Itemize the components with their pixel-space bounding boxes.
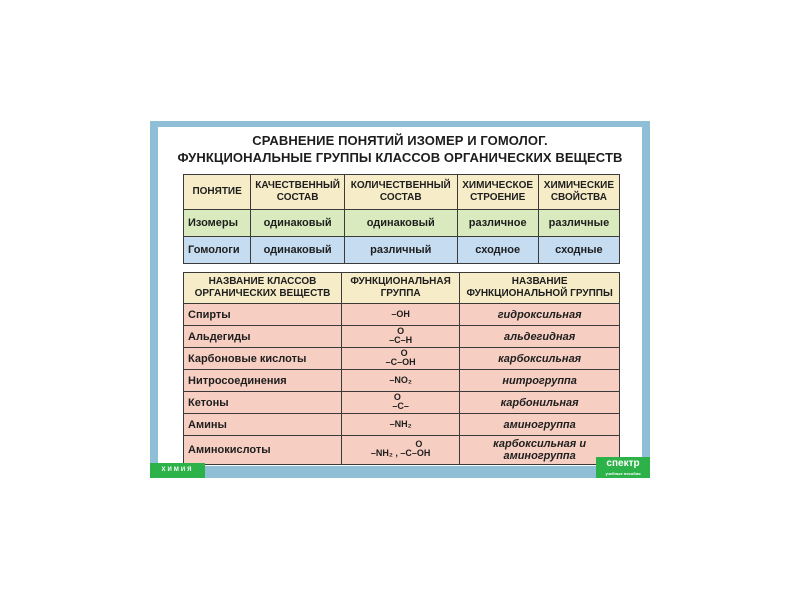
cell-quantitative: различный bbox=[344, 237, 457, 264]
functional-groups-table bbox=[183, 272, 620, 465]
header-group-name: НАЗВАНИЕ ФУНКЦИОНАЛЬНОЙ ГРУППЫ bbox=[460, 273, 620, 304]
class-name: Кетоны bbox=[184, 392, 342, 414]
poster-footer bbox=[150, 458, 650, 478]
header-structure: ХИМИЧЕСКОЕ СТРОЕНИЕ bbox=[457, 175, 538, 210]
table2-row bbox=[184, 436, 620, 465]
table2-row bbox=[184, 326, 620, 348]
cell-properties: различные bbox=[538, 210, 619, 237]
subject-badge: ХИМИЯ bbox=[150, 463, 205, 478]
functional-group-name: карбоксильная и аминогруппа bbox=[460, 436, 620, 465]
table1-header-row bbox=[184, 175, 620, 210]
functional-group-formula: –NO₂ bbox=[341, 370, 459, 392]
table2-header-row bbox=[184, 273, 620, 304]
title-line-1: СРАВНЕНИЕ ПОНЯТИЙ ИЗОМЕР И ГОМОЛОГ. bbox=[252, 133, 548, 148]
class-name: Аминокислоты bbox=[184, 436, 342, 465]
header-functional-group: ФУНКЦИОНАЛЬНАЯ ГРУППА bbox=[341, 273, 459, 304]
poster bbox=[150, 121, 650, 478]
functional-group-name: гидроксильная bbox=[460, 304, 620, 326]
header-qualitative: КАЧЕСТВЕННЫЙ СОСТАВ bbox=[251, 175, 345, 210]
functional-group-formula: O –C– bbox=[341, 392, 459, 414]
cell-properties: сходные bbox=[538, 237, 619, 264]
class-name: Карбоновые кислоты bbox=[184, 348, 342, 370]
cell-concept: Гомологи bbox=[184, 237, 251, 264]
cell-qualitative: одинаковый bbox=[251, 237, 345, 264]
functional-group-name: карбоксильная bbox=[460, 348, 620, 370]
table2-row bbox=[184, 370, 620, 392]
functional-group-formula: O –C–OH bbox=[341, 348, 459, 370]
class-name: Амины bbox=[184, 414, 342, 436]
functional-group-formula: –NH₂ bbox=[341, 414, 459, 436]
cell-concept: Изомеры bbox=[184, 210, 251, 237]
header-concept: ПОНЯТИЕ bbox=[184, 175, 251, 210]
functional-group-formula: –OH bbox=[341, 304, 459, 326]
functional-group-name: аминогруппа bbox=[460, 414, 620, 436]
cell-structure: сходное bbox=[457, 237, 538, 264]
class-name: Нитросоединения bbox=[184, 370, 342, 392]
class-name: Спирты bbox=[184, 304, 342, 326]
publisher-logo bbox=[596, 457, 650, 478]
functional-group-formula: O –C–H bbox=[341, 326, 459, 348]
functional-group-name: альдегидная bbox=[460, 326, 620, 348]
table2-row bbox=[184, 392, 620, 414]
cell-structure: различное bbox=[457, 210, 538, 237]
class-name: Альдегиды bbox=[184, 326, 342, 348]
table1-row-isomers bbox=[184, 210, 620, 237]
functional-group-name: нитрогруппа bbox=[460, 370, 620, 392]
cell-qualitative: одинаковый bbox=[251, 210, 345, 237]
header-quantitative: КОЛИЧЕСТВЕННЫЙ СОСТАВ bbox=[344, 175, 457, 210]
header-class-name: НАЗВАНИЕ КЛАССОВ ОРГАНИЧЕСКИХ ВЕЩЕСТВ bbox=[184, 273, 342, 304]
functional-group-formula: O –NH₂ , –C–OH bbox=[341, 436, 459, 465]
table1-row-homologs bbox=[184, 237, 620, 264]
logo-subtext: учебные пособия bbox=[605, 471, 641, 476]
table2-row bbox=[184, 304, 620, 326]
isomer-homolog-table bbox=[183, 174, 620, 264]
poster-inner bbox=[158, 127, 642, 466]
title-line-2: ФУНКЦИОНАЛЬНЫЕ ГРУППЫ КЛАССОВ ОРГАНИЧЕСКИХ ВЕЩЕСТВ bbox=[177, 150, 623, 165]
cell-quantitative: одинаковый bbox=[344, 210, 457, 237]
table2-row bbox=[184, 348, 620, 370]
table2-row bbox=[184, 414, 620, 436]
functional-group-name: карбонильная bbox=[460, 392, 620, 414]
poster-title bbox=[158, 132, 642, 166]
logo-text: спектр bbox=[606, 458, 640, 469]
header-properties: ХИМИЧЕСКИЕ СВОЙСТВА bbox=[538, 175, 619, 210]
